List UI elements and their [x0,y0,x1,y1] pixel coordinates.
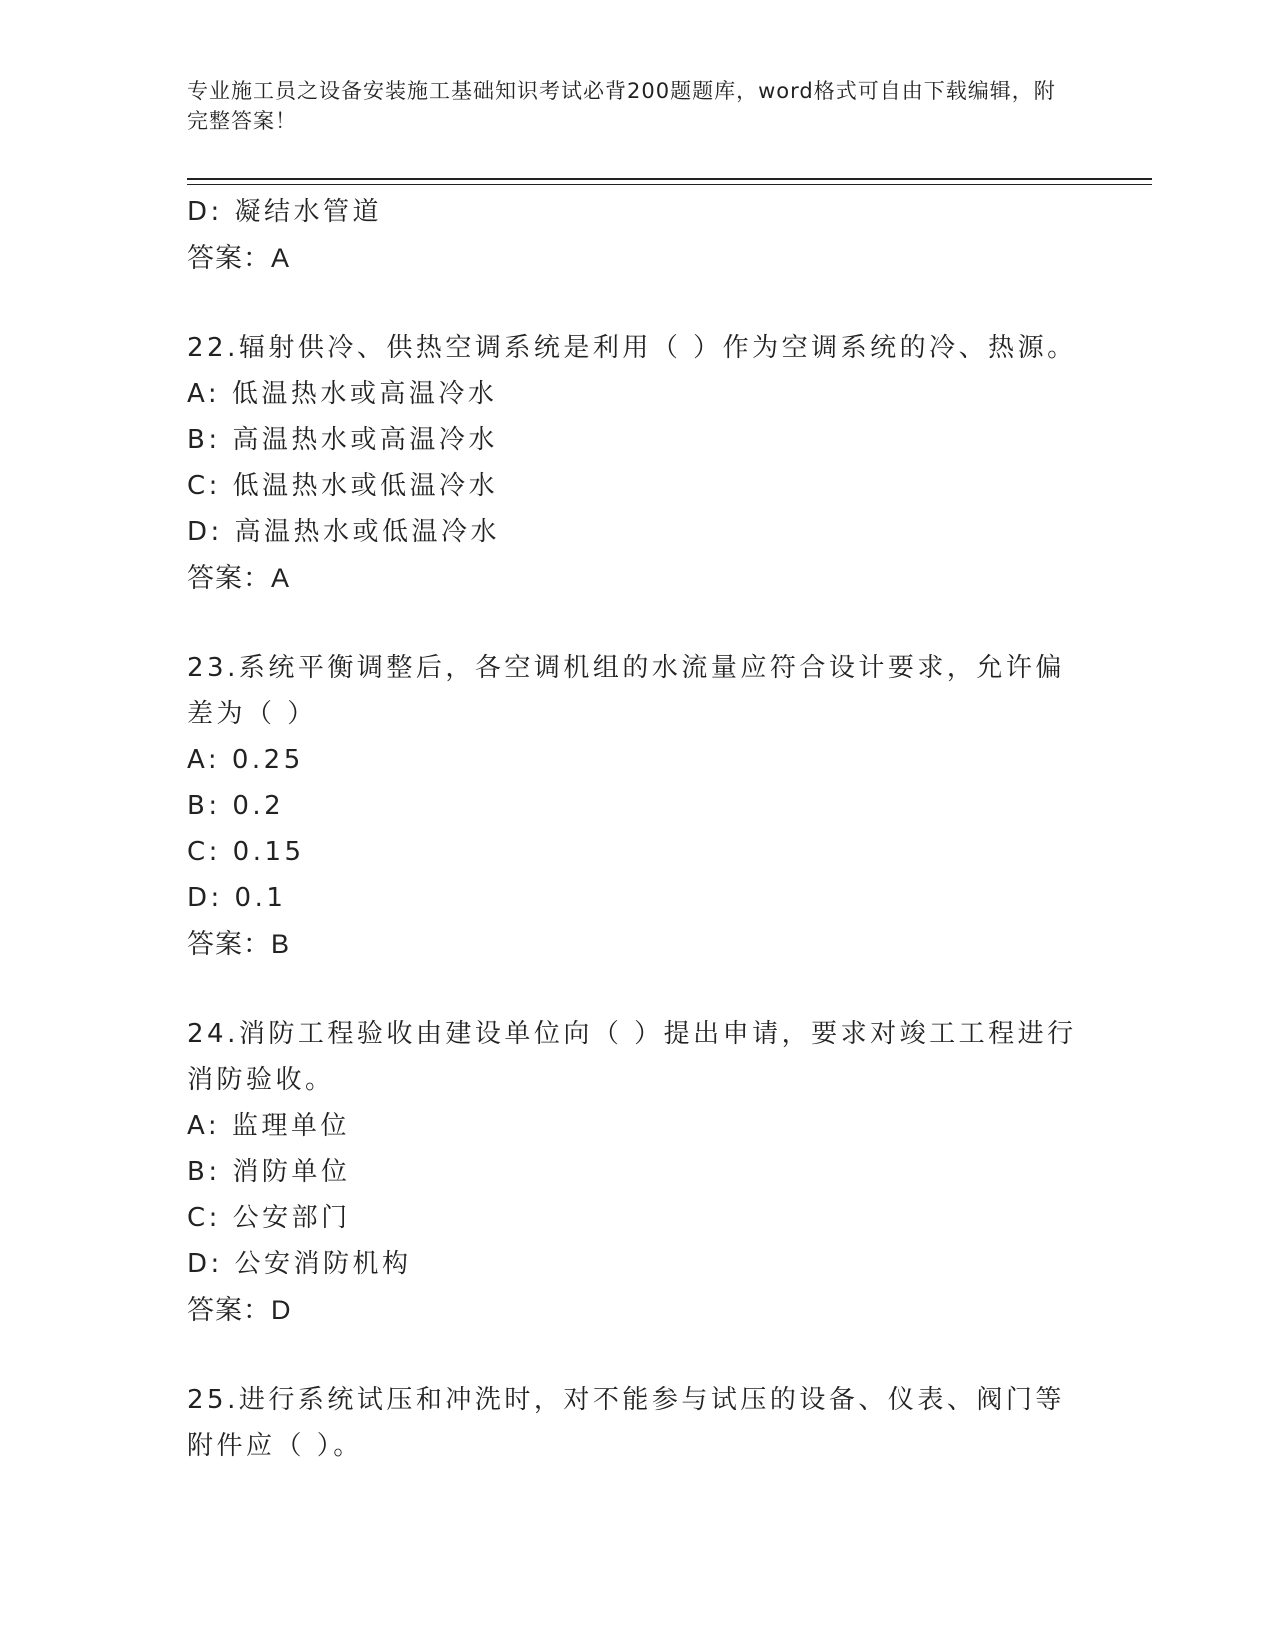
option-a: A: 监理单位 [187,1111,350,1141]
question-stem: 24.消防工程验收由建设单位向（ ）提出申请，要求对竣工工程进行消防验收。 [187,1019,1077,1095]
answer: 答案：A [187,563,291,593]
answer: 答案：B [187,929,291,959]
header-divider-thin [187,184,1152,185]
option-b: B: 高温热水或高温冷水 [187,425,498,455]
option-a: A: 低温热水或高温冷水 [187,379,498,409]
option-c: C: 低温热水或低温冷水 [187,471,499,501]
question-stem: 25.进行系统试压和冲洗时，对不能参与试压的设备、仪表、阀门等附件应（ ）。 [187,1385,1065,1461]
option-b: B: 0.2 [187,791,285,821]
option-a: A: 0.25 [187,745,304,775]
answer: 答案：A [187,243,291,273]
answer: 答案：D [187,1295,292,1325]
option-d: D: 公安消防机构 [187,1249,412,1279]
header-divider-thick [187,178,1152,180]
page-header: 专业施工员之设备安装施工基础知识考试必背200题题库，word格式可自由下载编辑，附完整答案！ [187,79,1056,133]
question-stem: 22.辐射供冷、供热空调系统是利用（ ）作为空调系统的冷、热源。 [187,333,1077,363]
option-d: D: 0.1 [187,883,287,913]
option-c: C: 公安部门 [187,1203,351,1233]
option-b: B: 消防单位 [187,1157,351,1187]
option-c: C: 0.15 [187,837,305,867]
question-stem: 23.系统平衡调整后，各空调机组的水流量应符合设计要求，允许偏差为（ ） [187,653,1065,729]
option-d: D: 高温热水或低温冷水 [187,517,501,547]
question-list [187,189,1087,1469]
option-d: D: 凝结水管道 [187,197,383,227]
